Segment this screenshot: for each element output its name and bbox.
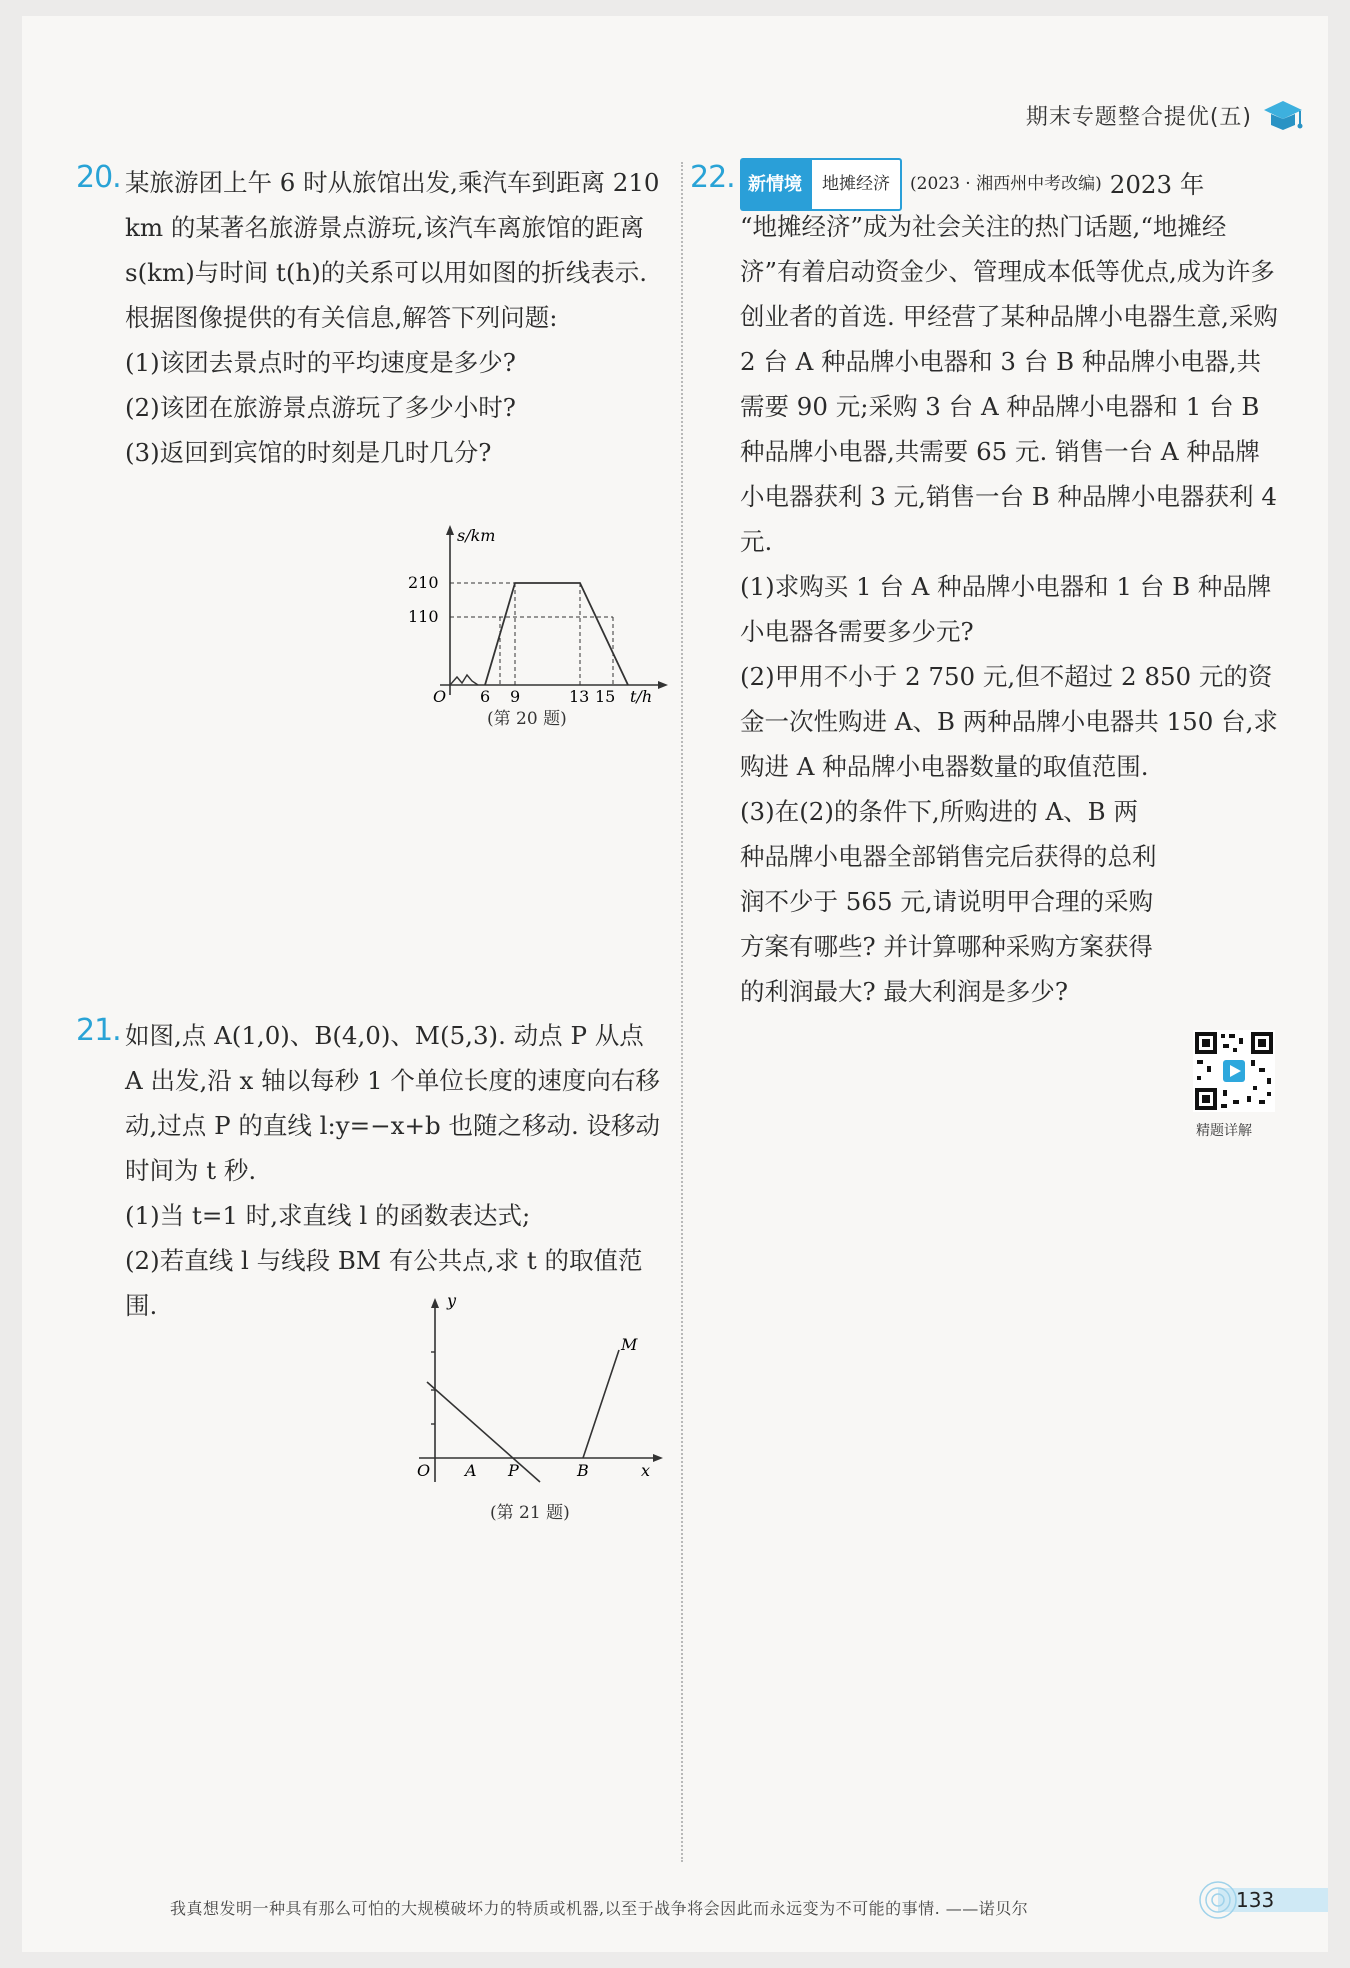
question-22-part-3: (3)在(2)的条件下,所购进的 A、B 两种品牌小电器全部销售完后获得的总利润不少于 565 元,请说明甲合理的采购方案有哪些? 并计算哪种采购方案获得的利润最大? 最大利润是多少? xyxy=(740,797,1157,1006)
figure-20-caption: (第 20 题) xyxy=(487,709,567,729)
question-source: (2023 · 湘西州中考改编) xyxy=(910,173,1102,194)
column-divider xyxy=(681,162,683,1862)
question-22-part-1: (1)求购买 1 台 A 种品牌小电器和 1 台 B 种品牌小电器各需要多少元? xyxy=(740,572,1272,646)
question-20 xyxy=(125,160,660,475)
topic-tag: 地摊经济 xyxy=(810,158,902,211)
fig20-y-label: s/km xyxy=(457,526,496,545)
graduation-cap-icon xyxy=(1260,92,1306,138)
figure-21-graph xyxy=(405,1292,670,1487)
figure-21-caption: (第 21 题) xyxy=(490,1503,570,1523)
question-20-part-2: (2)该团在旅游景点游玩了多少小时? xyxy=(125,393,516,422)
fig20-y-tick-110: 110 xyxy=(408,607,439,626)
question-20-part-1: (1)该团去景点时的平均速度是多少? xyxy=(125,348,516,377)
fig20-x-tick-15: 15 xyxy=(595,687,616,705)
new-context-tag: 新情境 xyxy=(740,158,810,211)
question-21-text: 如图,点 A(1,0)、B(4,0)、M(5,3). 动点 P 从点 A 出发,沿 x 轴以每秒 1 个单位长度的速度向右移动,过点 P 的直线 l:y=−x+b 也随之移动. 设移动时间为 t 秒. xyxy=(125,1021,661,1185)
figure-20-graph xyxy=(400,525,670,705)
question-22-tags xyxy=(740,164,1280,204)
fig21-point-p: P xyxy=(508,1461,519,1480)
fig21-y-label: y xyxy=(447,1292,457,1310)
fig20-origin: O xyxy=(433,687,447,705)
question-21-part-1: (1)当 t=1 时,求直线 l 的函数表达式; xyxy=(125,1201,531,1230)
question-number-20: 20. xyxy=(76,160,121,195)
question-21-part-2: (2)若直线 l 与线段 BM 有公共点,求 t 的取值范围. xyxy=(125,1246,643,1320)
fig20-x-tick-9: 9 xyxy=(510,687,521,705)
question-number-21: 21. xyxy=(76,1013,121,1048)
fig21-point-b: B xyxy=(577,1461,589,1480)
question-22-year: 2023 年 xyxy=(1109,169,1205,199)
question-number-22: 22. xyxy=(690,160,735,195)
footer-quote: 我真想发明一种具有那么可怕的大规模破坏力的特质或机器,以至于战争将会因此而永远变为不可能的事情. ——诺贝尔 xyxy=(170,1899,1029,1918)
page-number: 133 xyxy=(1236,1888,1275,1912)
fig21-point-m: M xyxy=(621,1335,638,1354)
fig20-y-tick-210: 210 xyxy=(408,573,439,592)
question-22-text: “地摊经济”成为社会关注的热门话题,“地摊经济”有着启动资金少、管理成本低等优点,成为许多创业者的首选. 甲经营了某种品牌小电器生意,采购 2 台 A 种品牌小电器和 3 台 B 种品牌小电器,共需要 90 元;采购 3 台 A 种品牌小电器和 1 台 B 种品牌小电器,共需要 65 元. 销售一台 A 种品牌小电器获利 3 元,销售一台 B 种品牌小电器获利 4 元. xyxy=(740,212,1278,556)
question-21 xyxy=(125,1013,660,1328)
qr-label: 精题详解 xyxy=(1196,1123,1252,1139)
fig20-x-label: t/h xyxy=(630,687,653,705)
qr-code[interactable] xyxy=(1193,1030,1275,1112)
fig21-point-a: A xyxy=(465,1461,477,1480)
question-22 xyxy=(740,160,1280,1014)
fig21-origin: O xyxy=(417,1461,431,1480)
question-20-part-3: (3)返回到宾馆的时刻是几时几分? xyxy=(125,438,492,467)
fig20-x-tick-6: 6 xyxy=(480,687,491,705)
question-22-part-2: (2)甲用不小于 2 750 元,但不超过 2 850 元的资金一次性购进 A、B 两种品牌小电器共 150 台,求购进 A 种品牌小电器数量的取值范围. xyxy=(740,662,1278,781)
section-title: 期末专题整合提优(五) xyxy=(1025,105,1252,130)
question-20-text: 某旅游团上午 6 时从旅馆出发,乘汽车到距离 210 km 的某著名旅游景点游玩,该汽车离旅馆的距离 s(km)与时间 t(h)的关系可以用如图的折线表示. 根据图像提供的有关信息,解答下列问题: xyxy=(125,168,660,332)
fig21-x-label: x xyxy=(641,1461,651,1480)
fig20-x-tick-13: 13 xyxy=(569,687,590,705)
